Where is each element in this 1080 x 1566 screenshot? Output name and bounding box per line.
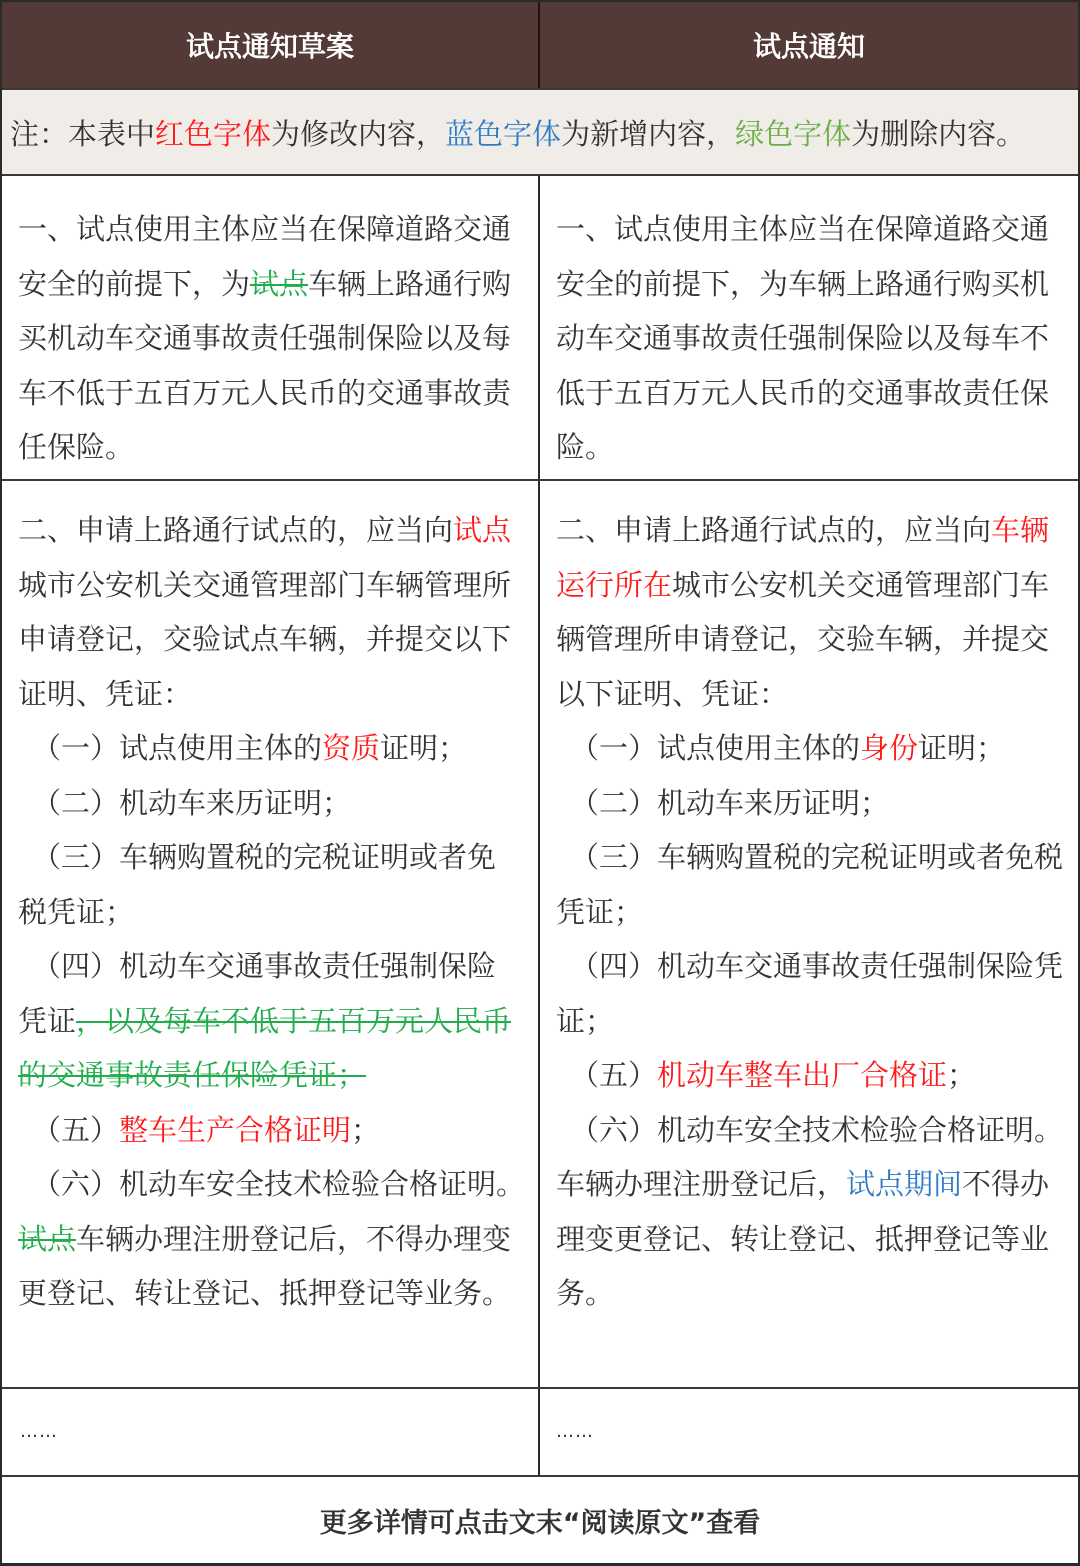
modified-text: 资质: [322, 731, 381, 765]
deleted-text: 试点: [250, 266, 309, 301]
draft-section-1: [2, 176, 540, 479]
final-item-6: （六）机动车安全技术检验合格证明。: [570, 1112, 1064, 1147]
final-item-5: [556, 1048, 1063, 1103]
text: 车辆办理注册登记后，不得办理变更登记、转让登记、抵押登记等业务。: [18, 1221, 512, 1310]
draft-item-4: [18, 939, 522, 1103]
final-s1-text: 一、试点使用主体应当在保障道路交通安全的前提下，为车辆上路通行购买机动车交通事故责任强制保险以及每车不低于五百万元人民币的交通事故责任保险。: [556, 212, 1050, 464]
deleted-text: 试点: [18, 1221, 77, 1256]
text: （一）试点使用主体的: [32, 731, 323, 765]
note-prefix: 注：本表中: [10, 116, 156, 151]
text: （一）试点使用主体的: [570, 731, 861, 765]
draft-section-2: [2, 481, 540, 1387]
final-item-1: [556, 721, 1063, 776]
draft-item-2: （二）机动车来历证明；: [32, 785, 352, 820]
final-item-2: （二）机动车来历证明；: [570, 785, 890, 820]
final-section-1: [540, 176, 1078, 479]
text: 二、申请上路通行试点的，应当向: [556, 513, 992, 547]
deleted-text: ，以及每车不低于五百万元人民币的交通事故责任保险凭证；: [18, 1003, 512, 1092]
draft-closing: [18, 1212, 522, 1321]
ellipsis-row: [2, 1389, 1078, 1477]
text: （五）: [32, 1112, 120, 1147]
draft-item-5: [18, 1103, 522, 1158]
text: ；: [351, 1112, 381, 1147]
final-closing: [556, 1157, 1063, 1321]
footer-read-more: 更多详情可点击文末“阅读原文”查看: [319, 1507, 761, 1539]
draft-s2-intro: [18, 503, 522, 721]
added-text: 试点期间: [846, 1167, 963, 1201]
text: 城市公安机关交通管理部门车辆管理所申请登记，交验试点车辆，并提交以下证明、凭证：: [18, 567, 512, 711]
final-s2-intro: [556, 503, 1063, 721]
draft-item-1: [18, 721, 522, 776]
text: （五）: [570, 1058, 658, 1092]
modified-text: 试点: [453, 513, 512, 547]
note-blue-label: 蓝色字体: [445, 116, 562, 151]
text: （三）车辆购置税的完税证明或者免税凭证；: [556, 840, 1064, 929]
note-after-red: 为修改内容，: [271, 116, 446, 151]
text: （四）机动车交通事故责任强制保险凭证: [18, 949, 497, 1038]
modified-text: 机动车整车出厂合格证: [657, 1058, 948, 1092]
text: 不得办理变更登记、转让登记、抵押登记等业务。: [556, 1167, 1050, 1310]
header-final: 试点通知: [752, 30, 865, 63]
draft-s1-text-2: 车辆上路通行购买机动车交通事故责任强制保险以及每车不低于五百万元人民币的交通事故责任保险。: [18, 266, 512, 464]
section-2-row: [2, 481, 1078, 1389]
section-1-row: [2, 176, 1078, 481]
modified-text: 身份: [860, 731, 919, 765]
draft-item-6: （六）机动车安全技术检验合格证明。: [32, 1167, 526, 1201]
text: 证明；: [380, 731, 468, 765]
text: 二、申请上路通行试点的，应当向: [18, 513, 454, 547]
legend-note: [2, 90, 1078, 176]
text: （三）车辆购置税的完税证明或者免税凭证；: [18, 840, 497, 929]
text: 车辆办理注册登记后，: [556, 1167, 847, 1201]
table-header: [2, 2, 1078, 90]
text: 城市公安机关交通管理部门车辆管理所申请登记，交验车辆，并提交以下证明、凭证：: [556, 567, 1050, 711]
final-section-2: [540, 481, 1079, 1387]
text: （四）机动车交通事故责任强制保险凭证；: [556, 949, 1064, 1038]
text: 证明；: [918, 731, 1006, 765]
draft-item-3: [18, 830, 522, 939]
header-draft: 试点通知草案: [2, 2, 540, 88]
note-after-blue: 为新增内容，: [561, 116, 736, 151]
draft-s1-text: 一、试点使用主体应当在保障道路交通安全的前提下，为: [18, 212, 512, 301]
draft-ellipsis: ……: [2, 1389, 540, 1475]
final-item-4: [556, 939, 1063, 1048]
final-item-3: [556, 830, 1063, 939]
note-green-label: 绿色字体: [735, 116, 852, 151]
note-red-label: 红色字体: [155, 116, 272, 151]
modified-text: 整车生产合格证明: [119, 1112, 352, 1147]
text: ；: [947, 1058, 977, 1092]
modified-text: 车辆运行所在: [556, 513, 1050, 602]
final-ellipsis: ……: [556, 1420, 594, 1442]
note-after-green: 为删除内容。: [851, 116, 1026, 151]
